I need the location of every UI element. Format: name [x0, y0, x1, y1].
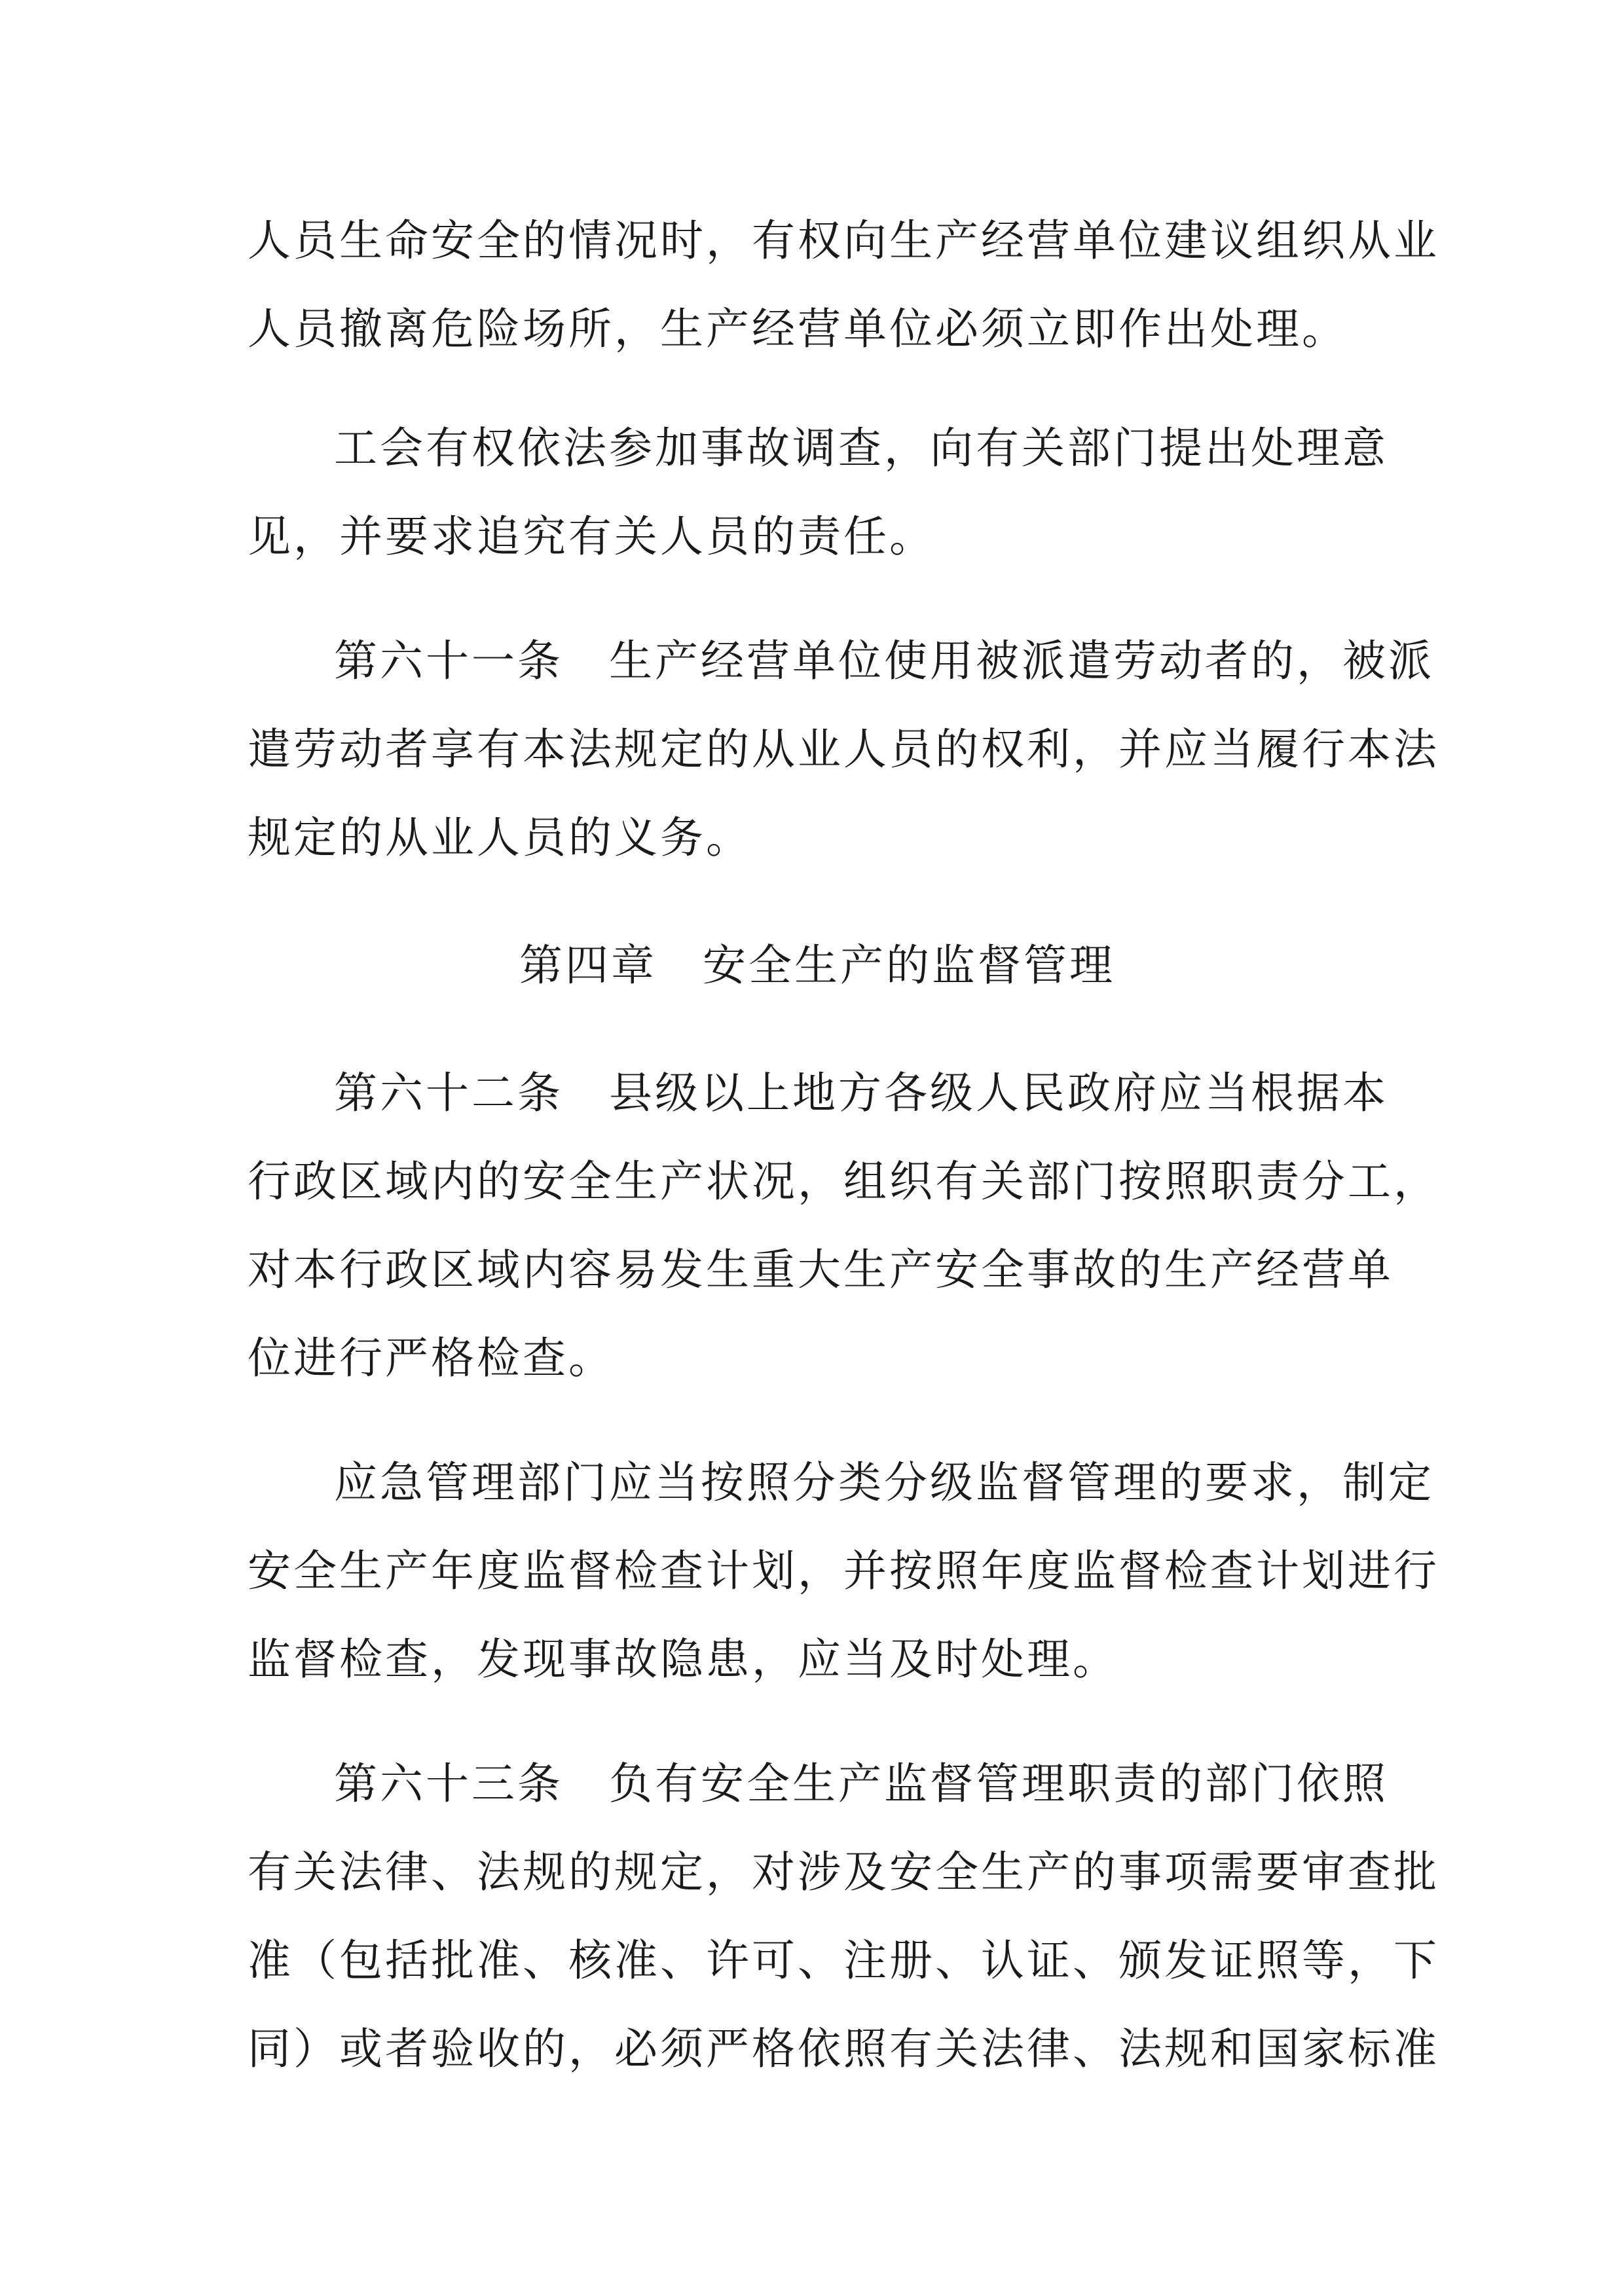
paragraph-line: 工会有权依法参加事故调查，向有关部门提出处理意	[334, 423, 1388, 473]
article-62-line: 对本行政区域内容易发生重大生产安全事故的生产经营单	[248, 1245, 1393, 1295]
paragraph-line: 应急管理部门应当按照分类分级监督管理的要求，制定	[334, 1457, 1434, 1508]
article-61-line: 遣劳动者享有本法规定的从业人员的权利，并应当履行本法	[248, 724, 1439, 774]
chapter-heading: 第四章 安全生产的监督管理	[519, 940, 1115, 991]
paragraph-line: 安全生产年度监督检查计划，并按照年度监督检查计划进行	[248, 1546, 1439, 1596]
article-62-line: 位进行严格检查。	[248, 1333, 614, 1383]
paragraph-line: 见，并要求追究有关人员的责任。	[248, 511, 935, 562]
article-61-line: 第六十一条 生产经营单位使用被派遣劳动者的，被派	[334, 636, 1434, 686]
article-62-line: 第六十二条 县级以上地方各级人民政府应当根据本	[334, 1068, 1388, 1118]
article-62-line: 行政区域内的安全生产状况，组织有关部门按照职责分工，	[248, 1156, 1439, 1207]
article-61-line: 规定的从业人员的义务。	[248, 812, 752, 863]
article-63-line: 有关法律、法规的规定，对涉及安全生产的事项需要审查批	[248, 1847, 1439, 1897]
article-63-line: 准（包括批准、核准、许可、注册、认证、颁发证照等，下	[248, 1935, 1439, 1986]
article-63-line: 同）或者验收的，必须严格依照有关法律、法规和国家标准	[248, 2024, 1439, 2074]
article-63-line: 第六十三条 负有安全生产监督管理职责的部门依照	[334, 1758, 1388, 1809]
paragraph-line: 监督检查，发现事故隐患，应当及时处理。	[248, 1634, 1118, 1685]
paragraph-line: 人员撤离危险场所，生产经营单位必须立即作出处理。	[248, 304, 1348, 354]
paragraph-line: 人员生命安全的情况时，有权向生产经营单位建议组织从业	[248, 215, 1439, 266]
